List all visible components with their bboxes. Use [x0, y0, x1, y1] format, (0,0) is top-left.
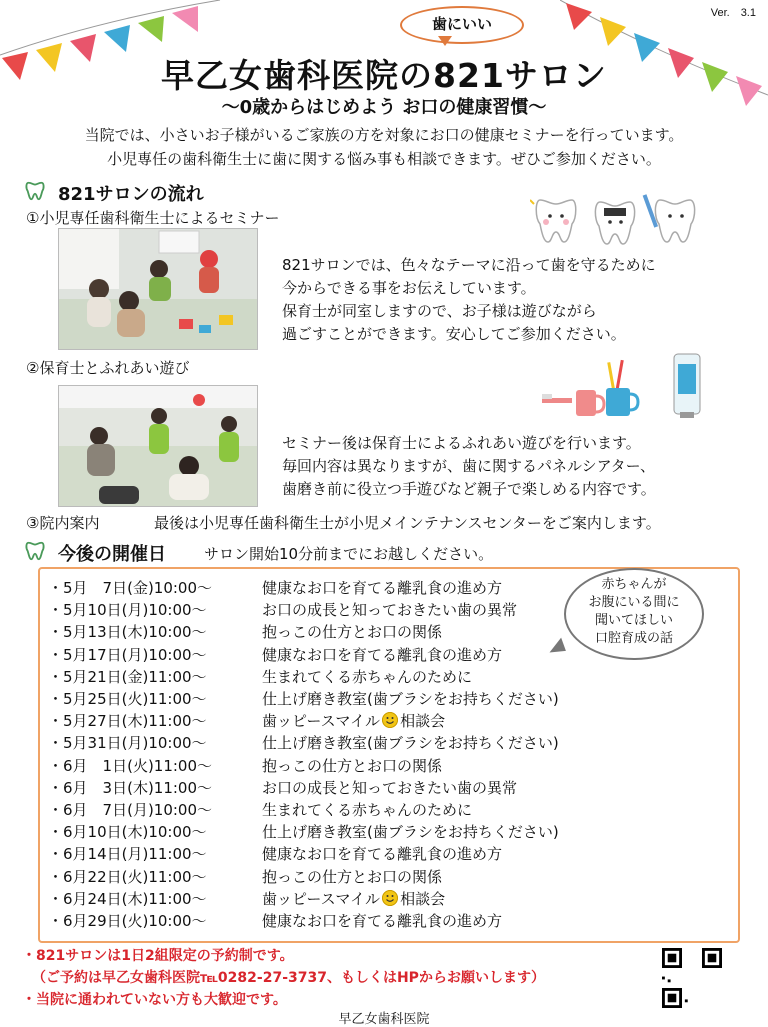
- seminar-photo: [58, 228, 258, 350]
- schedule-date: ・6月 3日(木)11:00～: [48, 778, 213, 797]
- schedule-row: [48, 732, 559, 754]
- schedule-row: [48, 599, 559, 621]
- step1-desc-line: 保育士が同室しますので、お子様は遊びながら: [282, 302, 597, 320]
- intro-line: 小児専任の歯科衛生士に歯に関する悩み事も相談できます。ぜひご参加ください。: [107, 150, 661, 168]
- schedule-date: ・5月10日(月)10:00～: [48, 601, 207, 620]
- schedule-date: ・6月24日(木)11:00～: [48, 889, 207, 908]
- schedule-row: [48, 777, 559, 799]
- schedule-date: ・5月17日(月)10:00～: [48, 645, 207, 664]
- page-subtitle: ～0歳からはじめよう お口の健康習慣～: [221, 97, 547, 118]
- step3-description: 最後は小児専任歯科衛生士が小児メインテナンスセンターをご案内します。: [154, 514, 661, 532]
- reservation-notes: [22, 945, 545, 1011]
- step1-desc-line: 821サロンでは、色々なテーマに沿って歯を守るために: [282, 256, 656, 274]
- schedule-date: ・5月13日(木)10:00～: [48, 623, 207, 642]
- schedule-topic: 抱っこの仕方とお口の関係: [262, 867, 443, 886]
- intro-text: [20, 123, 748, 171]
- step3-label: ③院内案内: [26, 514, 100, 532]
- schedule-row: [48, 688, 559, 710]
- title-badge: 歯にいい: [400, 6, 524, 44]
- schedule-list: [48, 577, 559, 932]
- schedule-topic: 生まれてくる赤ちゃんのために: [262, 801, 473, 820]
- smiley-icon: [382, 712, 398, 728]
- step2-label: ②保育士とふれあい遊び: [26, 359, 190, 377]
- bubble-line: 赤ちゃんが: [601, 577, 667, 592]
- play-photo: [58, 385, 258, 507]
- schedule-date: ・6月10日(木)10:00～: [48, 823, 207, 842]
- schedule-row: [48, 821, 559, 843]
- schedule-topic: 歯ッピースマイル: [262, 889, 381, 908]
- schedule-date: ・5月21日(金)11:00～: [48, 667, 207, 686]
- schedule-date: ・5月25日(火)11:00～: [48, 690, 207, 709]
- schedule-topic: 抱っこの仕方とお口の関係: [262, 756, 443, 775]
- bubble-line: 口腔育成の話: [594, 631, 673, 646]
- schedule-topic: お口の成長と知っておきたい歯の異常: [262, 778, 518, 797]
- smiley-icon: [382, 890, 398, 906]
- step2-description: [282, 432, 656, 501]
- schedule-topic: 歯ッピースマイル: [262, 712, 381, 731]
- schedule-heading: 今後の開催日: [58, 544, 166, 565]
- schedule-date: ・6月 7日(月)10:00～: [48, 801, 213, 820]
- schedule-row: [48, 710, 559, 732]
- note-line: ・当院に通われていない方も大歓迎です。: [22, 992, 287, 1008]
- schedule-row: [48, 799, 559, 821]
- clinic-name: 早乙女歯科医院: [338, 1012, 430, 1027]
- tooth-characters-icon: [530, 190, 710, 250]
- schedule-topic: 仕上げ磨き教室(歯ブラシをお持ちください): [262, 690, 559, 709]
- step2-desc-line: セミナー後は保育士によるふれあい遊びを行います。: [282, 434, 641, 452]
- schedule-date: ・6月14日(月)11:00～: [48, 845, 207, 864]
- schedule-row: [48, 888, 559, 910]
- schedule-row: [48, 666, 559, 688]
- tooth-icon: [24, 180, 46, 202]
- step1-label: ①小児専任歯科衛生士によるセミナー: [26, 209, 280, 227]
- schedule-row: [48, 644, 559, 666]
- schedule-note: サロン開始10分前までにお越しください。: [204, 545, 494, 563]
- schedule-row: [48, 621, 559, 643]
- note-line: ・821サロンは1日2組限定の予約制です。: [22, 948, 294, 964]
- step2-desc-line: 毎回内容は異なりますが、歯に関するパネルシアター、: [282, 457, 655, 475]
- schedule-date: ・6月 1日(火)11:00～: [48, 756, 213, 775]
- schedule-topic-suffix: 相談会: [400, 712, 446, 731]
- bubble-line: 聞いてほしい: [594, 613, 673, 628]
- schedule-topic: 生まれてくる赤ちゃんのために: [262, 667, 473, 686]
- schedule-row: [48, 866, 559, 888]
- badge-tail: [438, 36, 452, 46]
- schedule-date: ・6月29日(火)10:00～: [48, 912, 207, 931]
- intro-line: 当院では、小さいお子様がいるご家族の方を対象にお口の健康セミナーを行っています。: [84, 126, 684, 144]
- schedule-row: [48, 910, 559, 932]
- schedule-topic: 仕上げ磨き教室(歯ブラシをお持ちください): [262, 823, 559, 842]
- schedule-row: [48, 843, 559, 865]
- speech-bubble: [564, 568, 704, 660]
- schedule-date: ・5月31日(月)10:00～: [48, 734, 207, 753]
- schedule-date: ・5月27日(木)11:00～: [48, 712, 207, 731]
- schedule-topic: 健康なお口を育てる離乳食の進め方: [262, 645, 503, 664]
- version-label: Ver. 3.1: [710, 7, 756, 19]
- schedule-row: [48, 755, 559, 777]
- schedule-date: ・5月 7日(金)10:00～: [48, 579, 213, 597]
- schedule-date: ・6月22日(火)11:00～: [48, 867, 207, 886]
- schedule-row: [48, 577, 559, 599]
- schedule-topic: お口の成長と知っておきたい歯の異常: [262, 601, 518, 620]
- page-title: 早乙女歯科医院の821サロン: [161, 56, 607, 95]
- flow-heading: 821サロンの流れ: [58, 184, 204, 205]
- schedule-topic: 健康なお口を育てる離乳食の進め方: [262, 845, 503, 864]
- note-line: （ご予約は早乙女歯科医院℡0282-27-3737、もしくはHPからお願いします）: [32, 970, 545, 986]
- bubble-line: お腹にいる間に: [588, 595, 680, 610]
- qr-code-icon[interactable]: [662, 948, 722, 1008]
- schedule-topic: 仕上げ磨き教室(歯ブラシをお持ちください): [262, 734, 559, 753]
- step1-desc-line: 過ごすことができます。安心してご参加ください。: [282, 325, 626, 343]
- step1-description: [282, 254, 656, 346]
- step2-desc-line: 歯磨き前に役立つ手遊びなど親子で楽しめる内容です。: [282, 480, 656, 498]
- schedule-topic: 健康なお口を育てる離乳食の進め方: [262, 579, 503, 597]
- schedule-topic: 抱っこの仕方とお口の関係: [262, 623, 443, 642]
- step1-desc-line: 今からできる事をお伝えしています。: [282, 279, 536, 297]
- schedule-topic-suffix: 相談会: [400, 889, 446, 908]
- tooth-icon: [24, 540, 46, 562]
- toothbrush-cups-icon: [540, 350, 710, 420]
- schedule-topic: 健康なお口を育てる離乳食の進め方: [262, 912, 503, 931]
